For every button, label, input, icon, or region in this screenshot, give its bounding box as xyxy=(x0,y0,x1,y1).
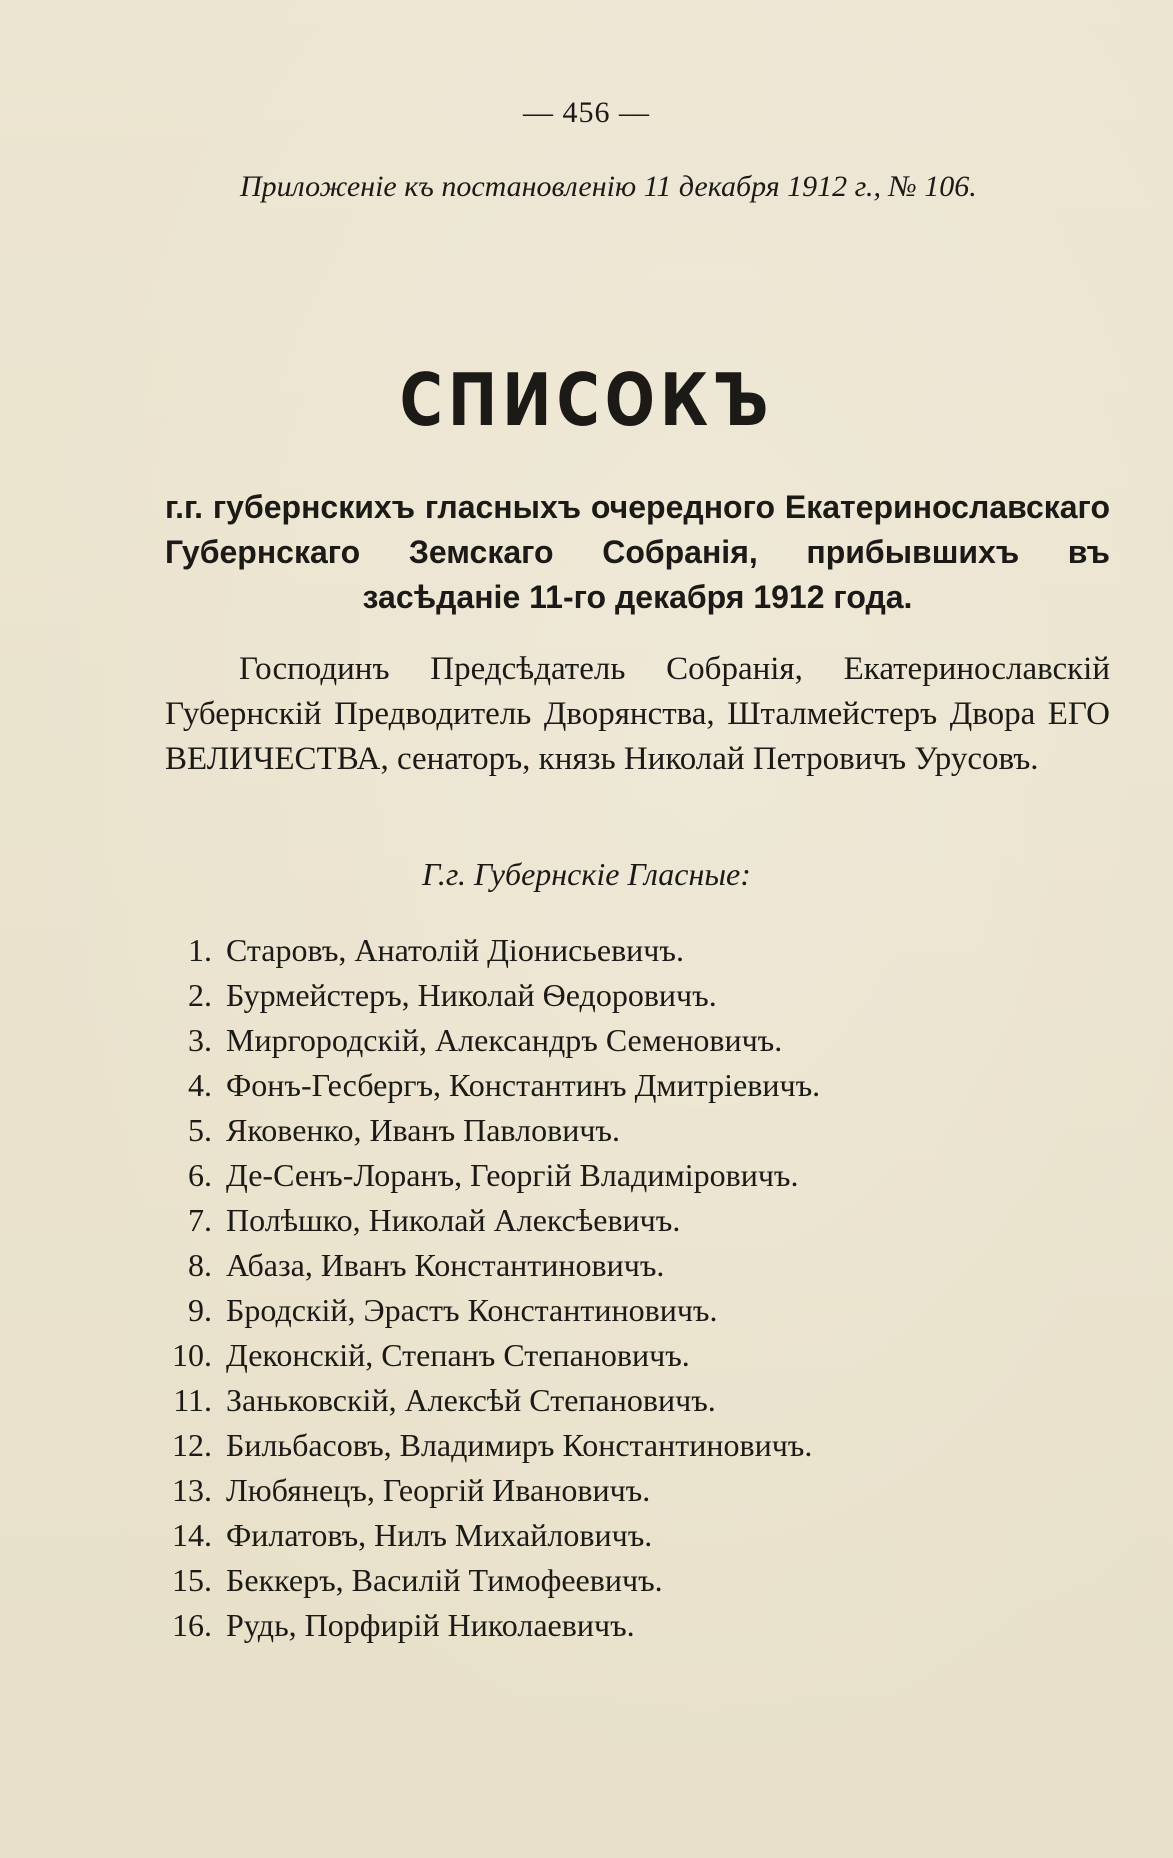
member-name: Де-Сенъ-Лоранъ, Георгій Владиміровичъ. xyxy=(226,1157,799,1193)
member-name: Яковенко, Иванъ Павловичъ. xyxy=(226,1112,620,1148)
document-subtitle: г.г. губернскихъ гласныхъ очередного Екатеринославскаго Губернскаго Земскаго Собранія, прибывшихъ въ засѣданіе 11-го декабря 1912 года. xyxy=(165,489,1110,615)
list-item xyxy=(150,973,1110,1018)
member-name: Фонъ-Гесбергъ, Константинъ Дмитріевичъ. xyxy=(226,1067,821,1103)
member-name: Бурмейстеръ, Николай Ѳедоровичъ. xyxy=(226,977,717,1013)
member-name: Старовъ, Анатолій Діонисьевичъ. xyxy=(226,932,684,968)
item-number: 5. xyxy=(188,1112,212,1148)
member-name: Филатовъ, Нилъ Михайловичъ. xyxy=(226,1517,653,1553)
list-item xyxy=(150,1243,1110,1288)
list-item xyxy=(150,1333,1110,1378)
list-item xyxy=(150,1558,1110,1603)
item-number: 12. xyxy=(172,1427,212,1463)
appendix-note: Приложеніе къ постановленію 11 декабря 1912 г., № 106. xyxy=(240,170,977,203)
member-name: Миргородскій, Александръ Семеновичъ. xyxy=(226,1022,783,1058)
list-item xyxy=(150,1018,1110,1063)
item-number: 15. xyxy=(172,1562,212,1598)
list-item xyxy=(150,1603,1110,1648)
member-name: Любянецъ, Георгій Ивановичъ. xyxy=(226,1472,651,1508)
item-number: 11. xyxy=(173,1382,212,1418)
item-number: 4. xyxy=(188,1067,212,1103)
list-item xyxy=(150,1423,1110,1468)
item-number: 14. xyxy=(172,1517,212,1553)
member-name: Деконскій, Степанъ Степановичъ. xyxy=(226,1337,690,1373)
item-number: 2. xyxy=(188,977,212,1013)
item-number: 7. xyxy=(188,1202,212,1238)
list-item xyxy=(150,1378,1110,1423)
list-item xyxy=(150,1288,1110,1333)
list-item xyxy=(150,1513,1110,1558)
list-item xyxy=(150,928,1110,973)
member-name: Абаза, Иванъ Константиновичъ. xyxy=(226,1247,665,1283)
member-name: Бильбасовъ, Владимиръ Константиновичъ. xyxy=(226,1427,813,1463)
page-number: — 456 — xyxy=(523,96,650,129)
list-item xyxy=(150,1198,1110,1243)
member-list xyxy=(150,928,1110,1648)
list-item xyxy=(150,1063,1110,1108)
member-name: Рудь, Порфирій Николаевичъ. xyxy=(226,1607,635,1643)
chairman-paragraph: Господинъ Предсѣдатель Собранія, Екатеринославскій Губернскій Предводитель Дворянства, Шталмейстеръ Двора ЕГО ВЕЛИЧЕСТВА, сенаторъ, князь Николай Петровичъ Урусовъ. xyxy=(165,651,1110,777)
list-item xyxy=(150,1468,1110,1513)
item-number: 8. xyxy=(188,1247,212,1283)
item-number: 10. xyxy=(172,1337,212,1373)
item-number: 13. xyxy=(172,1472,212,1508)
list-item xyxy=(150,1153,1110,1198)
section-heading: Г.г. Губернскіе Гласные: xyxy=(422,856,751,892)
document-title: СПИСОКЪ xyxy=(399,358,774,442)
member-name: Бродскій, Эрастъ Константиновичъ. xyxy=(226,1292,718,1328)
item-number: 6. xyxy=(188,1157,212,1193)
member-name: Беккеръ, Василій Тимофеевичъ. xyxy=(226,1562,663,1598)
item-number: 9. xyxy=(188,1292,212,1328)
item-number: 16. xyxy=(172,1607,212,1643)
member-name: Заньковскій, Алексѣй Степановичъ. xyxy=(226,1382,716,1418)
member-name: Полѣшко, Николай Алексѣевичъ. xyxy=(226,1202,681,1238)
list-item xyxy=(150,1108,1110,1153)
item-number: 1. xyxy=(188,932,212,968)
item-number: 3. xyxy=(188,1022,212,1058)
